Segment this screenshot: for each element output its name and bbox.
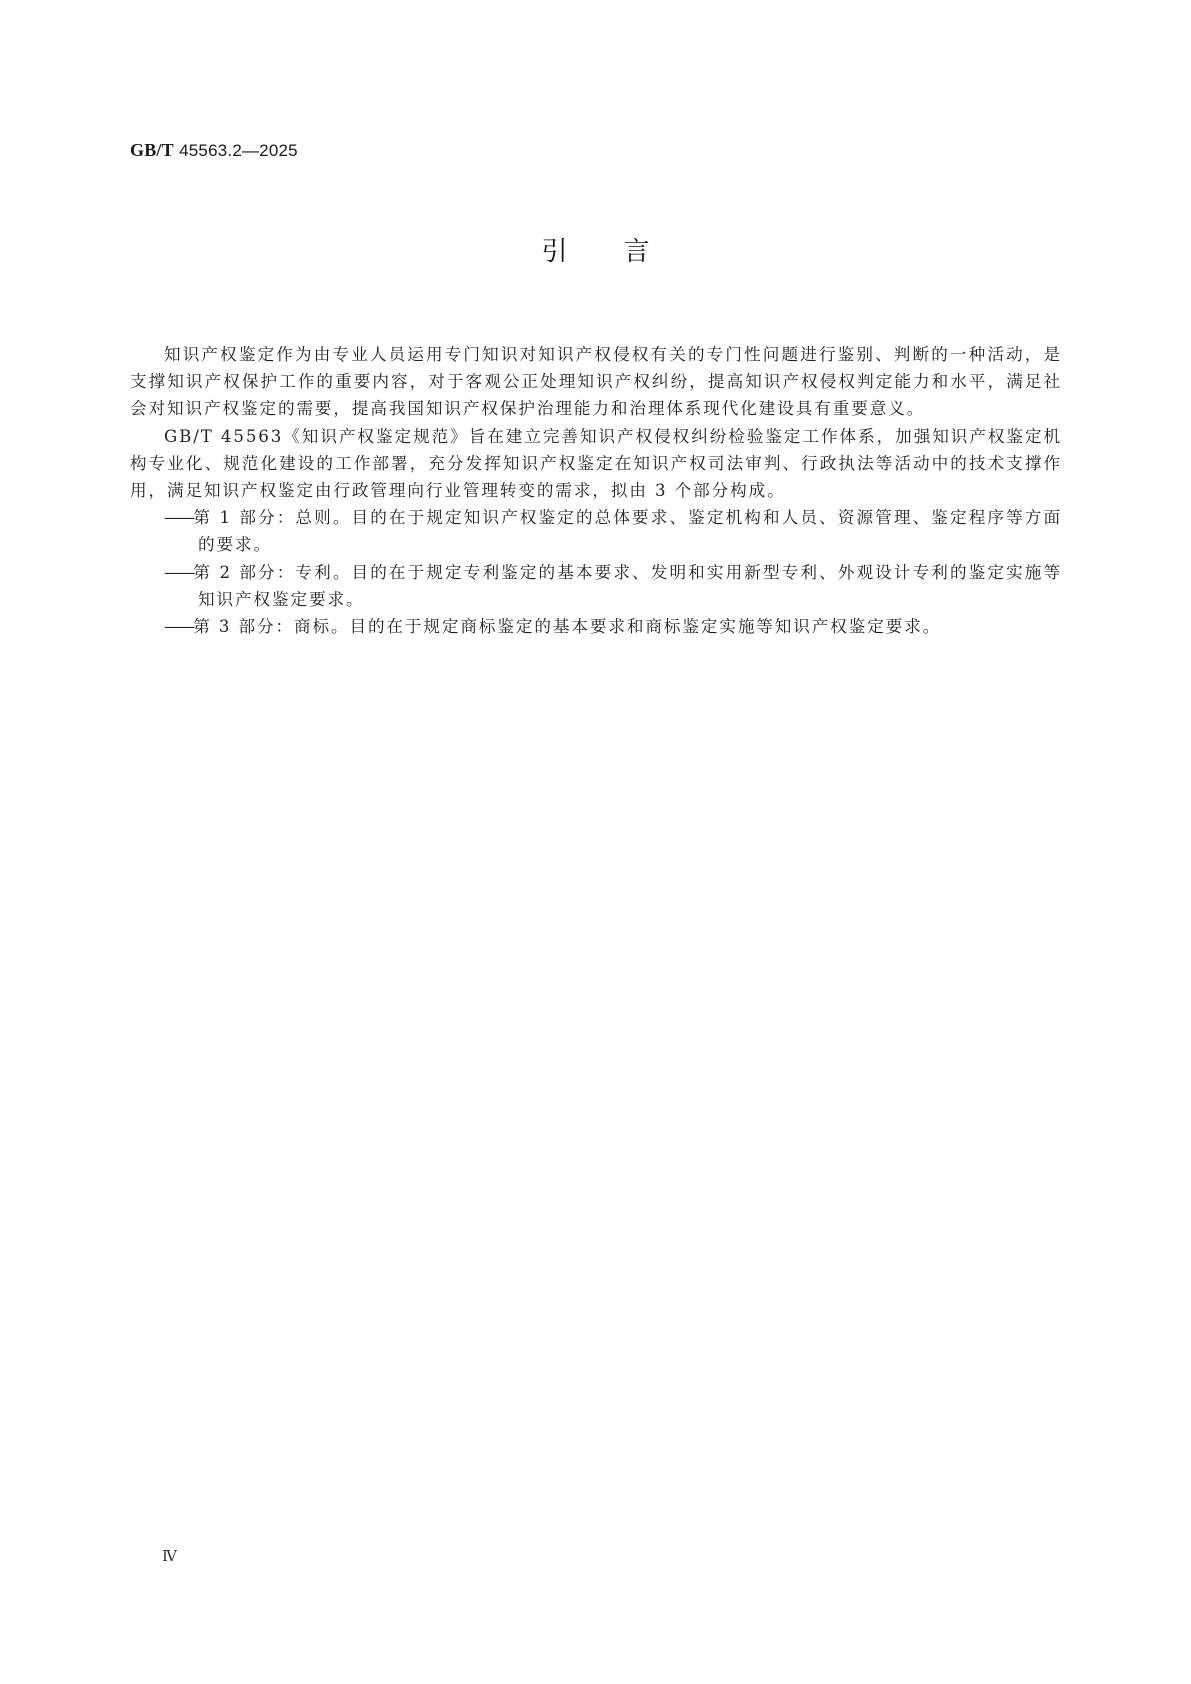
list-dash: —— xyxy=(164,562,194,582)
paragraph-2: GB/T 45563《知识产权鉴定规范》旨在建立完善知识产权侵权纠纷检验鉴定工作体系，加强知识产权鉴定机构专业化、规范化建设的工作部署，充分发挥知识产权鉴定在知识产权司法审判、行政执法等活动中的技术支撑作用，满足知识产权鉴定由行政管理向行业管理转变的需求，拟由 3 个部分构成。 xyxy=(130,426,1062,501)
list-item-text: 第 3 部分：商标。目的在于规定商标鉴定的基本要求和商标鉴定实施等知识产权鉴定要求。 xyxy=(193,617,942,637)
list-item-part-2 xyxy=(130,559,1062,613)
standard-prefix: GB/T xyxy=(130,140,174,160)
page-title xyxy=(0,231,1191,268)
standard-number: 45563.2—2025 xyxy=(179,141,298,160)
paragraph-1: 知识产权鉴定作为由专业人员运用专门知识对知识产权侵权有关的专门性问题进行鉴别、判断的一种活动，是支撑知识产权保护工作的重要内容，对于客观公正处理知识产权纠纷，提高知识产权侵权判定能力和水平，满足社会对知识产权鉴定的需要，提高我国知识产权保护治理能力和治理体系现代化建设具有重要意义。 xyxy=(130,345,1062,419)
list-item-part-1 xyxy=(130,504,1062,558)
list-item-text: 第 1 部分：总则。目的在于规定知识产权鉴定的总体要求、鉴定机构和人员、资源管理、鉴定程序等方面的要求。 xyxy=(193,508,1062,555)
title-char-1: 引 xyxy=(541,237,624,267)
page-number: Ⅳ xyxy=(162,1549,177,1565)
title-char-2: 言 xyxy=(623,237,706,267)
list-dash: —— xyxy=(164,617,194,637)
standard-code-header xyxy=(130,140,298,161)
introduction-body xyxy=(130,341,1062,640)
list-dash: —— xyxy=(164,508,194,528)
list-item-text: 第 2 部分：专利。目的在于规定专利鉴定的基本要求、发明和实用新型专利、外观设计专利的鉴定实施等知识产权鉴定要求。 xyxy=(193,562,1062,609)
list-item-part-3 xyxy=(130,613,1062,640)
